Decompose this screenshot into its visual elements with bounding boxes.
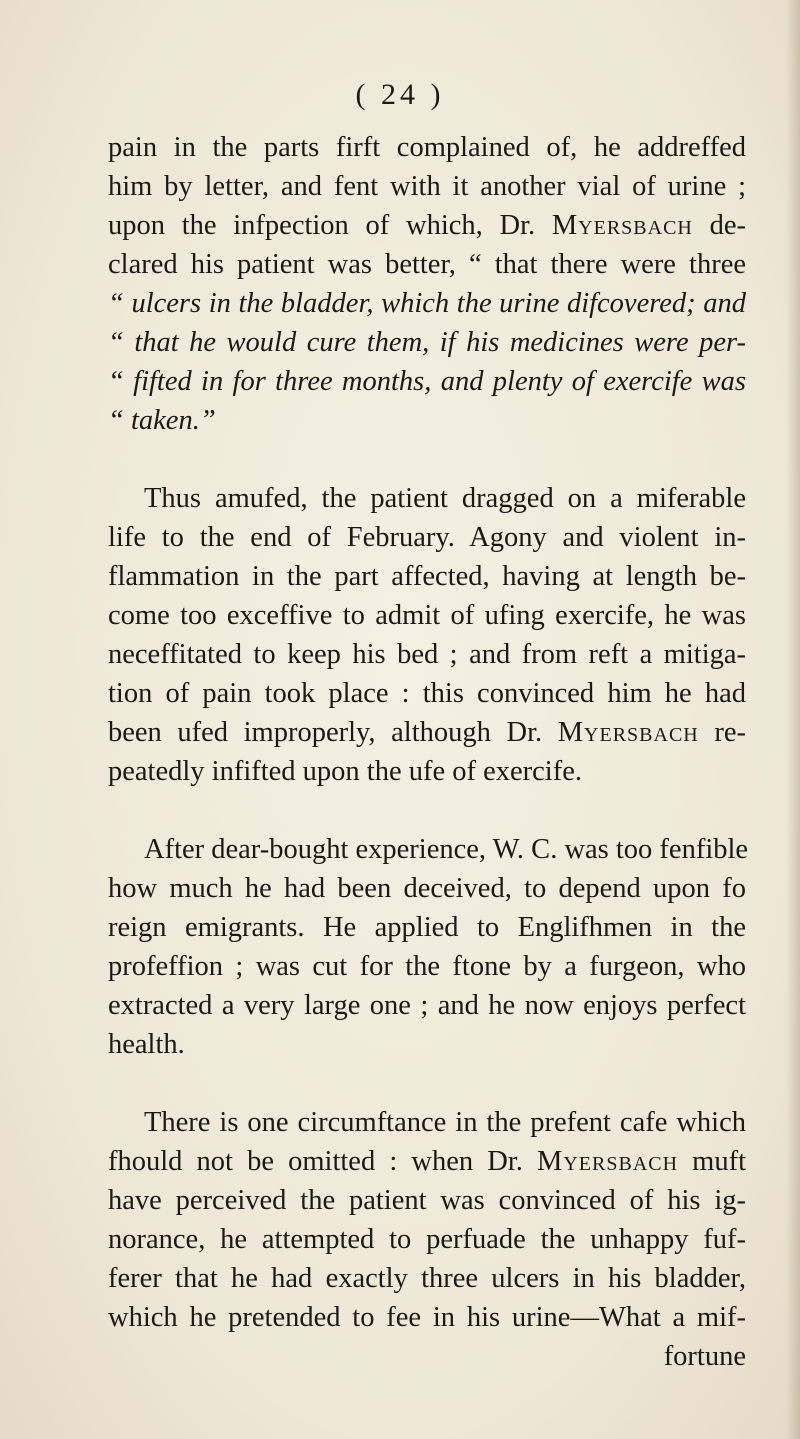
text-line: life to the end of February. Agony and violent in- [108, 522, 746, 553]
paragraph-gap [108, 791, 746, 830]
page-edge-shadow [786, 0, 800, 1439]
text-line: peatedly infifted upon the ufe of exercife. [108, 756, 582, 787]
page-number: ( 24 ) [355, 78, 445, 111]
paragraph-gap [108, 1064, 746, 1103]
text-line: upon the infpection of which, Dr. Myersbach de- [108, 210, 746, 241]
text-line: clared his patient was better, “ that there were three [108, 249, 746, 280]
text-line: neceffitated to keep his bed ; and from reft a mitiga- [108, 639, 746, 670]
text-line: “ that he would cure them, if his medicines were per- [108, 327, 746, 358]
paragraph-4 [108, 1103, 746, 1337]
paragraph-gap [108, 440, 746, 479]
text-line: pain in the parts firft complained of, he addreffed [108, 132, 746, 163]
paragraph-2 [108, 479, 746, 791]
text-line: health. [108, 1029, 185, 1060]
text-line: “ fifted in for three months, and plenty of exercife was [108, 366, 746, 397]
text-line: come too exceffive to admit of ufing exercife, he was [108, 600, 746, 631]
text-line: norance, he attempted to perfuade the unhappy fuf- [108, 1224, 746, 1255]
text-line: have perceived the patient was convinced of his ig- [108, 1185, 746, 1216]
text-line: “ ulcers in the bladder, which the urine difcovered; and [108, 288, 746, 319]
text-line: There is one circumftance in the prefent cafe which [144, 1107, 746, 1138]
text-line: profeffion ; was cut for the ftone by a furgeon, who [108, 951, 746, 982]
text-line: him by letter, and fent with it another vial of urine ; [108, 171, 746, 202]
paragraph-1 [108, 128, 746, 440]
text-line: Thus amufed, the patient dragged on a miferable [144, 483, 746, 514]
text-line: which he pretended to fee in his urine—What a mif- [108, 1302, 746, 1333]
text-line: fhould not be omitted : when Dr. Myersbach muft [108, 1146, 747, 1177]
text-line: ferer that he had exactly three ulcers in his bladder, [108, 1263, 746, 1294]
text-line: tion of pain took place : this convinced him he had [108, 678, 746, 709]
paragraph-3 [108, 830, 749, 1064]
text-line: After dear-bought experience, W. C. was too fenfible [144, 834, 749, 865]
text-line: “ taken.” [108, 405, 216, 436]
text-line: reign emigrants. He applied to Englifhmen in the [108, 912, 746, 943]
body-text [108, 128, 749, 1376]
catchword: fortune [663, 1341, 746, 1372]
text-line: extracted a very large one ; and he now enjoys perfect [108, 990, 746, 1021]
text-line: flammation in the part affected, having at length be- [108, 561, 746, 592]
text-line: been ufed improperly, although Dr. Myersbach re- [108, 717, 746, 748]
text-line: how much he had been deceived, to depend upon fo [108, 873, 746, 904]
